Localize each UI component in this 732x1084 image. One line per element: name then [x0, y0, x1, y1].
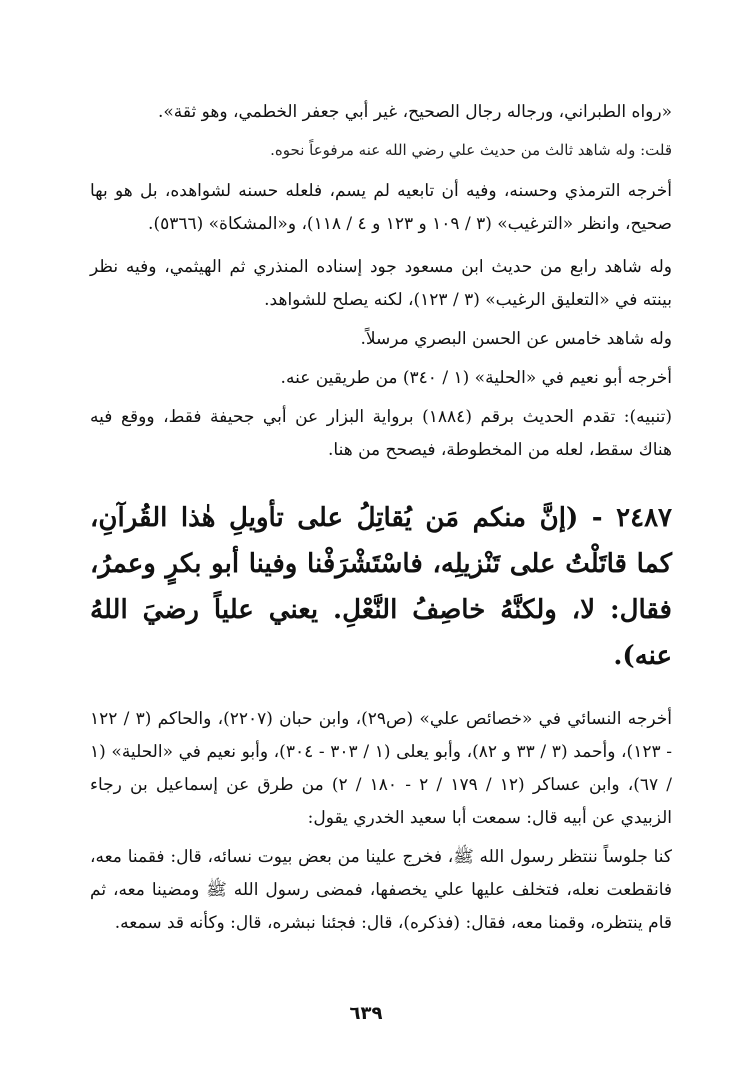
third-witness-paragraph: قلت: وله شاهد ثالث من حديث علي رضي الله عنه مرفوعاً نحوه.: [270, 141, 672, 159]
fifth-witness-paragraph: وله شاهد خامس عن الحسن البصري مرسلاً.: [360, 329, 672, 349]
nasai-takhrij-paragraph: أخرجه النسائي في «خصائص علي» (ص٢٩)، وابن حبان (٢٢٠٧)، والحاكم (٣ / ١٢٢ - ١٢٣)، وأحمد (٣ / ٣٣ و ٨٢)، وأبو يعلى (١ / ٣٠٣ - ٣٠٤)، وأبو نعيم في «الحلية» (١ / ٦٧)، وابن عساكر (١٢ / ١٧٩ / ٢ - ١٨٠ / ٢) من طرق عن إسماعيل بن رجاء الزبيدي عن أبيه قال: سمعت أبا سعيد الخدري يقول:: [90, 709, 673, 828]
page-content: [90, 96, 672, 940]
hadith-heading: ٢٤٨٧ - (إنَّ منكم مَن يُقاتِلُ على تأويلِ هٰذا القُرآنِ، كما قاتَلْتُ على تَنْزيلِه، فاسْتَشْرَفْنا وفينا أبو بكرٍ وعمرُ، فقال: لا، ولكنَّهُ خاصِفُ النَّعْلِ. يعني علياً رضيَ اللهُ عنه).: [90, 503, 672, 671]
fourth-witness-paragraph: وله شاهد رابع من حديث ابن مسعود جود إسناده المنذري ثم الهيثمي، وفيه نظر بينته في «التعليق الرغيب» (٣ / ١٢٣)، لكنه يصلح للشواهد.: [90, 257, 672, 310]
tirmidhi-takhrij-paragraph: أخرجه الترمذي وحسنه، وفيه أن تابعيه لم يسم، فلعله حسنه لشواهده، بل هو بها صحيح، وانظر «الترغيب» (٣ / ١٠٩ و ١٢٣ و ٤ / ١١٨)، و«المشكاة» (٥٣٦٦).: [90, 181, 672, 234]
abu-nuaym-paragraph: أخرجه أبو نعيم في «الحلية» (١ / ٣٤٠) من طريقين عنه.: [280, 368, 672, 388]
quote-paragraph: «رواه الطبراني، ورجاله رجال الصحيح، غير أبي جعفر الخطمي، وهو ثقة».: [157, 102, 672, 122]
hadith-narration-paragraph: كنا جلوساً ننتظر رسول الله ﷺ، فخرج علينا من بعض بيوت نسائه، قال: فقمنا معه، فانقطعت نعله، فتخلف عليها علي يخصفها، فمضى رسول الله ﷺ ومضينا معه، ثم قام ينتظره، وقمنا معه، فقال: (فذكره)، قال: فجئنا نبشره، قال: وكأنه قد سمعه.: [90, 847, 672, 933]
page-number: ٦٣٩: [349, 1003, 383, 1024]
note-paragraph: (تنبيه): تقدم الحديث برقم (١٨٨٤) برواية البزار عن أبي جحيفة فقط، ووقع فيه هناك سقط، لعله من المخطوطة، فيصحح من هنا.: [90, 407, 673, 460]
